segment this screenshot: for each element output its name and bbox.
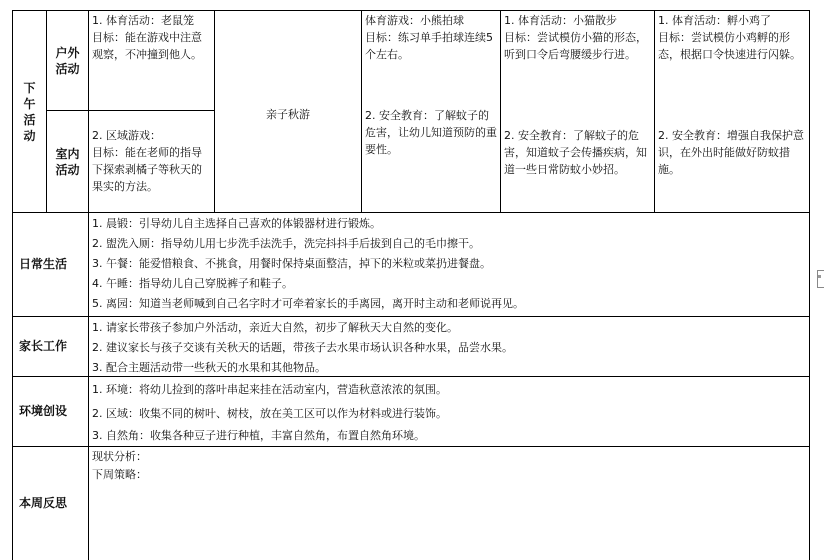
environment-label: 环境创设 bbox=[12, 376, 89, 447]
parents-item: 1. 请家长带孩子参加户外活动，亲近大自然，初步了解秋天大自然的变化。 bbox=[92, 321, 458, 334]
tue-cell bbox=[214, 10, 362, 213]
status-analysis: 现状分析： bbox=[92, 450, 147, 463]
daily-item: 5. 离园：知道当老师喊到自己名字时才可牵着家长的手离园，离开时主动和老师说再见。 bbox=[92, 297, 524, 310]
afternoon-label: 下 午 活 动 bbox=[12, 10, 47, 213]
thu-indoor-cell: 2. 安全教育：了解蚊子的危害，知道蚊子会传播疾病，知道一些日常防蚊小妙招。 bbox=[500, 126, 655, 213]
environment-item: 3. 自然角：收集各种豆子进行种植，丰富自然角，布置自然角环境。 bbox=[92, 429, 425, 442]
side-scroll-handle[interactable] bbox=[817, 270, 824, 288]
indoor-label: 室内 活动 bbox=[46, 110, 89, 213]
environment-item: 2. 区域：收集不同的树叶、树枝，放在美工区可以作为材料或进行装饰。 bbox=[92, 407, 447, 420]
parents-label: 家长工作 bbox=[12, 316, 89, 377]
environment-item: 1. 环境：将幼儿捡到的落叶串起来挂在活动室内，营造秋意浓浓的氛围。 bbox=[92, 383, 447, 396]
parents-item: 3. 配合主题活动带一些秋天的水果和其他物品。 bbox=[92, 361, 326, 374]
wed-indoor-cell: 2. 安全教育：了解蚊子的危害，让幼儿知道预防的重要性。 bbox=[361, 106, 501, 213]
reflection-content bbox=[88, 446, 810, 560]
fri-outdoor-cell: 1. 体育活动：孵小鸡了 目标：尝试模仿小鸡孵的形态，根据口令快速进行闪躲。 bbox=[654, 10, 810, 213]
mon-indoor-cell: 2. 区域游戏： 目标：能在老师的指导下探索剥橘子等秋天的果实的方法。 bbox=[88, 110, 215, 213]
parents-item: 2. 建议家长与孩子交谈有关秋天的话题，带孩子去水果市场认识各种水果，品尝水果。 bbox=[92, 341, 513, 354]
parents-content bbox=[88, 316, 810, 377]
handle-dot-icon bbox=[818, 275, 821, 278]
mon-outdoor-cell: 1. 体育活动：老鼠笼 目标：能在游戏中注意观察，不冲撞到他人。 bbox=[88, 10, 215, 111]
wed-outdoor-cell: 体育游戏：小熊拍球 目标：练习单手拍球连续5个左右。 bbox=[361, 10, 501, 213]
fri-indoor-cell: 2. 安全教育：增强自我保护意识，在外出时能做好防蚊措施。 bbox=[654, 126, 810, 213]
tue-activity: 亲子秋游 bbox=[266, 108, 310, 121]
daily-label: 日常生活 bbox=[12, 212, 89, 317]
daily-item: 4. 午睡：指导幼儿自己穿脱裤子和鞋子。 bbox=[92, 277, 293, 290]
daily-content bbox=[88, 212, 810, 317]
environment-content bbox=[88, 376, 810, 447]
reflection-label: 本周反思 bbox=[12, 446, 89, 560]
daily-item: 1. 晨锻：引导幼儿自主选择自己喜欢的体锻器材进行锻炼。 bbox=[92, 217, 381, 230]
thu-outdoor-cell: 1. 体育活动：小猫散步 目标：尝试模仿小猫的形态，听到口令后弯腰缓步行进。 bbox=[500, 10, 655, 213]
next-week-strategy: 下周策略： bbox=[92, 468, 147, 481]
daily-item: 3. 午餐：能爱惜粮食、不挑食，用餐时保持桌面整洁，掉下的米粒或菜扔进餐盘。 bbox=[92, 257, 491, 270]
daily-item: 2. 盥洗入厕：指导幼儿用七步洗手法洗手，洗完抖抖手后拔到自己的毛巾擦干。 bbox=[92, 237, 480, 250]
outdoor-label: 户外 活动 bbox=[46, 10, 89, 111]
